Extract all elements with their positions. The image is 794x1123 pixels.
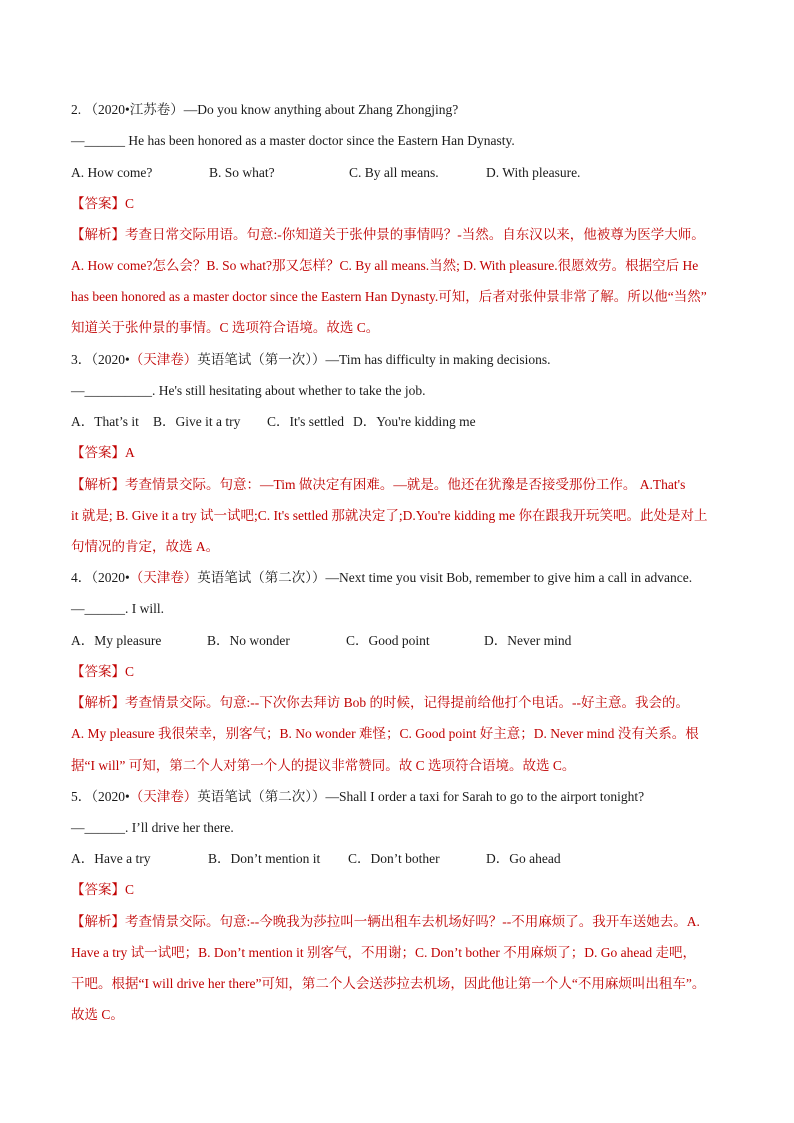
q5-source-paper: （天津卷） [129, 789, 198, 804]
q5-analysis-line-4: 故选 C。 [71, 1007, 124, 1022]
q3-analysis-line-3: 句情况的肯定，故选 A。 [71, 539, 220, 554]
q5-option-d: D．Go ahead [486, 851, 561, 866]
q4-number: 4． [71, 570, 92, 585]
q3-number: 3． [71, 352, 92, 367]
q3-analysis-label: 【解析】 [71, 477, 125, 492]
q4-analysis-text-1: 考查情景交际。句意:--下次你去拜访 Bob 的时候，记得提前给他打个电话。--好主意。我会的。 [125, 695, 689, 710]
q3-option-b: B．Give it a try [153, 414, 241, 429]
q5-answer [71, 881, 734, 899]
q5-analysis-line-1 [71, 913, 734, 931]
q5-options [71, 850, 734, 868]
q3-source-paper: （天津卷） [129, 352, 198, 367]
q2-options [71, 164, 734, 182]
q5-number: 5． [71, 789, 92, 804]
q4-analysis-label: 【解析】 [71, 695, 125, 710]
q2-option-c: C. By all means. [349, 165, 439, 180]
q5-option-a: A．Have a try [71, 851, 151, 866]
q5-reply: —______. I’ll drive her there. [71, 820, 234, 835]
q2-number: 2. [71, 102, 82, 117]
q4-option-b: B．No wonder [207, 633, 290, 648]
q5-source-rest: 英语笔试（第二次）） [197, 789, 326, 804]
q2-analysis-line-1 [71, 226, 734, 244]
q4-reply: —______. I will. [71, 601, 164, 616]
q2-analysis-line-4: 知道关于张仲景的事情。C 选项符合语境。故选 C。 [71, 320, 380, 335]
q3-source-rest: 英语笔试（第一次）） [197, 352, 326, 367]
q5-analysis-text-1: 考查情景交际。句意:--今晚我为莎拉叫一辆出租车去机场好吗？--不用麻烦了。我开车送她去。A. [125, 914, 700, 929]
q4-analysis-line-3: 据“I will” 可知，第二个人对第一个人的提议非常赞同。故 C 选项符合语境。故选 C。 [71, 758, 576, 773]
q3-source-year: （2020• [91, 352, 130, 367]
q2-reply: —______ He has been honored as a master doctor since the Eastern Han Dynasty. [71, 133, 515, 148]
q2-question: —Do you know anything about Zhang Zhongjing? [183, 102, 459, 117]
q4-options [71, 632, 734, 650]
q5-analysis-label: 【解析】 [71, 914, 125, 929]
q2-analysis-label: 【解析】 [71, 227, 125, 242]
q3-question-line [71, 351, 734, 369]
q4-answer [71, 663, 734, 681]
q4-analysis-line-2: A. My pleasure 我很荣幸，别客气；B. No wonder 难怪；C. Good point 好主意；D. Never mind 没有关系。根 [71, 726, 699, 741]
q5-question: —Shall I order a taxi for Sarah to go to the airport tonight? [325, 789, 645, 804]
q3-option-a: A．That’s it [71, 414, 139, 429]
q2-option-b: B. So what? [209, 165, 275, 180]
q4-source-year: （2020• [91, 570, 130, 585]
q5-analysis-line-2: Have a try 试一试吧；B. Don’t mention it 别客气，不用谢；C. Don’t bother 不用麻烦了；D. Go ahead 走吧， [71, 945, 696, 960]
q5-answer-value: C [125, 882, 135, 897]
q2-analysis-line-2: A. How come?怎么会？B. So what?那又怎样？C. By all means.当然; D. With pleasure.很愿效劳。根据空后 He [71, 258, 699, 273]
q2-answer-label: 【答案】 [71, 196, 125, 211]
q2-source: （2020•江苏卷） [84, 102, 184, 117]
q4-source-rest: 英语笔试（第二次）） [197, 570, 326, 585]
q5-question-line [71, 788, 734, 806]
q5-option-b: B．Don’t mention it [208, 851, 321, 866]
q4-answer-label: 【答案】 [71, 664, 125, 679]
q3-option-d: D．You're kidding me [353, 414, 476, 429]
q3-option-c: C．It's settled [267, 414, 345, 429]
q3-analysis-text-1: 考查情景交际。句意：—Tim 做决定有困难。—就是。他还在犹豫是否接受那份工作。 A.That's [125, 477, 686, 492]
q4-option-a: A．My pleasure [71, 633, 162, 648]
q5-answer-label: 【答案】 [71, 882, 125, 897]
q4-option-c: C．Good point [346, 633, 430, 648]
q5-option-c: C．Don’t bother [348, 851, 440, 866]
q4-question-line [71, 569, 734, 587]
q4-answer-value: C [125, 664, 135, 679]
q3-answer [71, 444, 734, 462]
q2-analysis-line-3: has been honored as a master doctor since the Eastern Han Dynasty.可知，后者对张仲景非常了解。所以他“当然” [71, 289, 707, 304]
q4-analysis-line-1 [71, 694, 734, 712]
q5-analysis-line-3: 干吧。根据“I will drive her there”可知，第二个人会送莎拉去机场，因此他让第一个人“不用麻烦叫出租车”。 [71, 976, 706, 991]
q3-answer-label: 【答案】 [71, 445, 125, 460]
q4-question: —Next time you visit Bob, remember to give him a call in advance. [325, 570, 693, 585]
q4-option-d: D．Never mind [484, 633, 572, 648]
q2-option-d: D. With pleasure. [486, 165, 581, 180]
q2-analysis-text-1: 考查日常交际用语。句意:-你知道关于张仲景的事情吗？-当然。自东汉以来，他被尊为医学大师。 [125, 227, 705, 242]
q3-analysis-line-2: it 就是; B. Give it a try 试一试吧;C. It's settled 那就决定了;D.You're kidding me 你在跟我开玩笑吧。此处是对上 [71, 508, 708, 523]
q2-answer [71, 195, 734, 213]
q5-source-year: （2020• [91, 789, 130, 804]
q3-analysis-line-1 [71, 476, 734, 494]
q2-option-a: A. How come? [71, 165, 153, 180]
q3-answer-value: A [125, 445, 135, 460]
q3-reply: —__________. He's still hesitating about whether to take the job. [71, 383, 426, 398]
q2-question-line [71, 101, 734, 119]
q4-source-paper: （天津卷） [129, 570, 198, 585]
q3-question: —Tim has difficulty in making decisions. [325, 352, 551, 367]
q3-options [71, 413, 734, 431]
q2-answer-value: C [125, 196, 135, 211]
